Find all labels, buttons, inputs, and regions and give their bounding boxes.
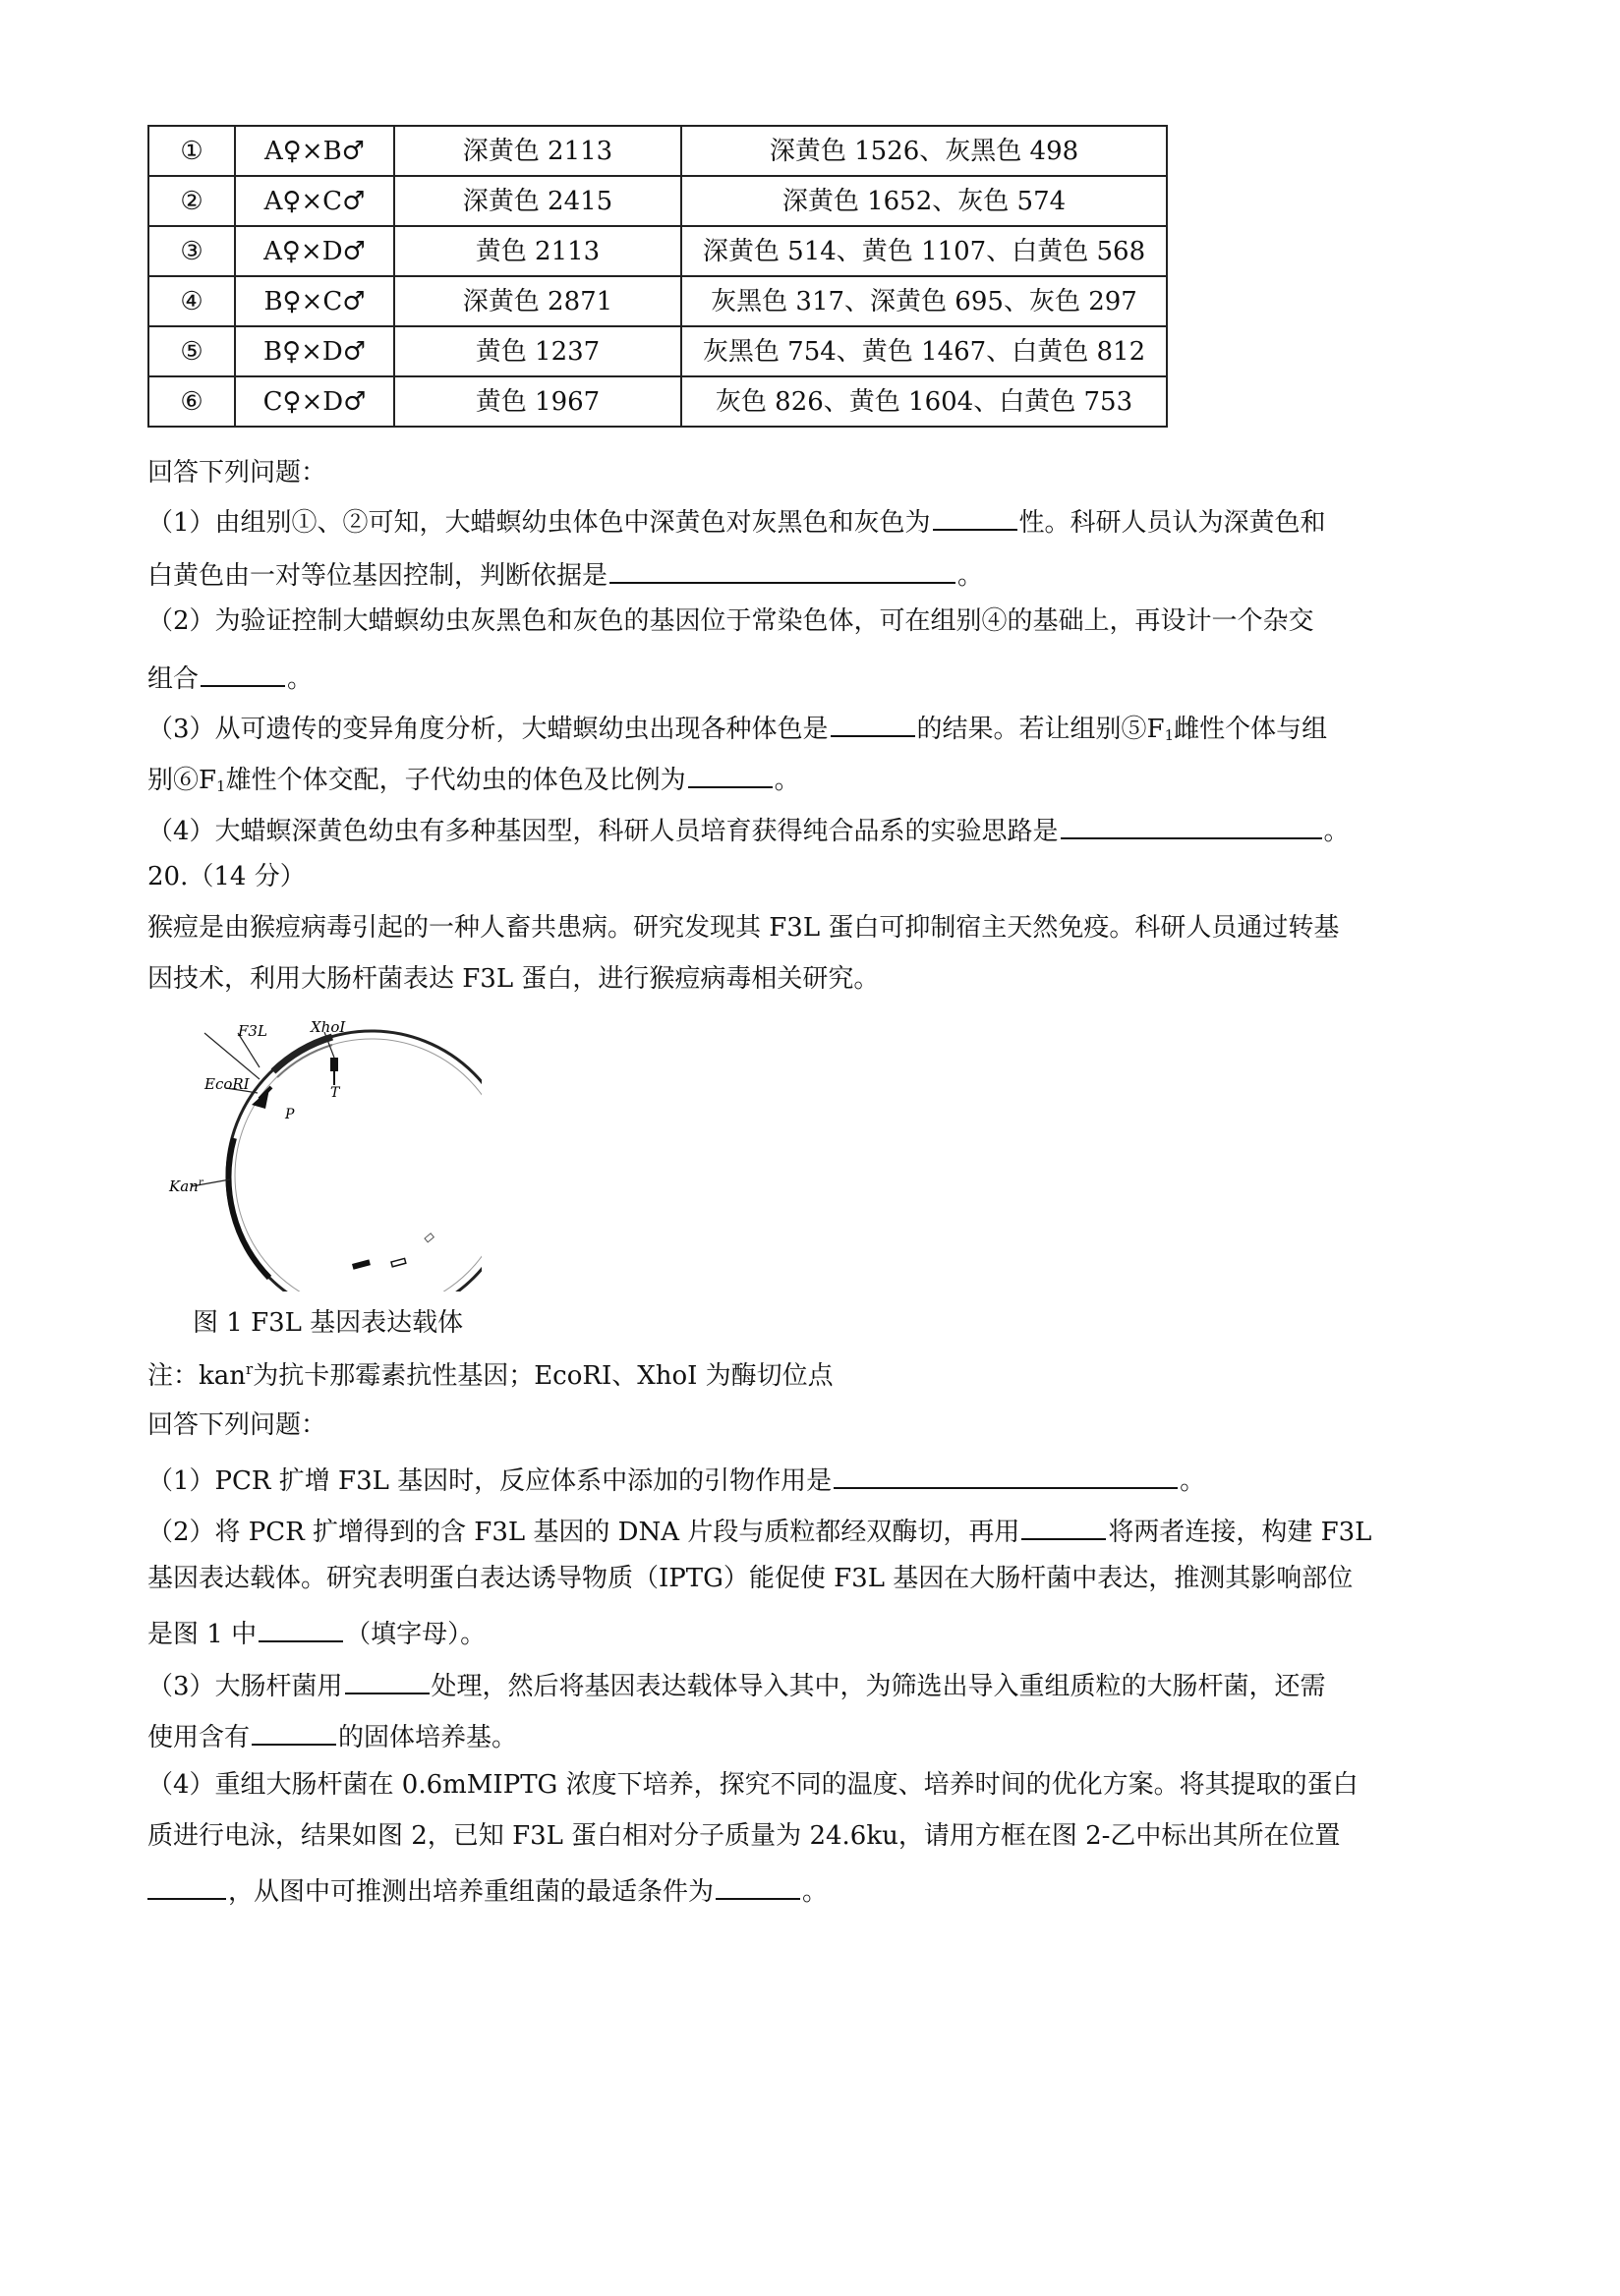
- label-terminator: T: [330, 1085, 340, 1101]
- f1-cell: 黄色 1237: [394, 326, 681, 376]
- f2-cell: 灰黑色 317、深黄色 695、灰色 297: [681, 276, 1167, 326]
- label-kan: Kan$^r$: [169, 1177, 203, 1195]
- group-id-cell: ③: [148, 226, 235, 276]
- answer-blank[interactable]: [345, 1669, 430, 1694]
- answer-blank[interactable]: [834, 1464, 1178, 1489]
- answer-blank[interactable]: [716, 1874, 800, 1900]
- label-ecori: EcoRI: [204, 1075, 250, 1093]
- f2-cell: 深黄色 1652、灰色 574: [681, 176, 1167, 226]
- group-id-cell: ⑥: [148, 376, 235, 427]
- table-row: [148, 176, 1167, 226]
- answer-blank[interactable]: [933, 505, 1017, 531]
- answer-blank[interactable]: [1061, 814, 1322, 839]
- answer-blank[interactable]: [259, 1617, 343, 1642]
- f2-cell: 灰色 826、黄色 1604、白黄色 753: [681, 376, 1167, 427]
- q20-part2-line2: 基因表达载体。研究表明蛋白表达诱导物质（IPTG）能促使 F3L 基因在大肠杆菌中表达，推测其影响部位: [147, 1564, 1354, 1593]
- answer-blank[interactable]: [252, 1720, 336, 1746]
- table-row: [148, 126, 1167, 176]
- f2-cell: 深黄色 514、黄色 1107、白黄色 568: [681, 226, 1167, 276]
- plasmid-vector-figure: [157, 1014, 482, 1292]
- q20-part2-line1: （2）将 PCR 扩增得到的含 F3L 基因的 DNA 片段与质粒都经双酶切，再用 将两者连接，构建 F3L: [147, 1515, 1371, 1545]
- group-id-cell: ①: [148, 126, 235, 176]
- q20-part3-line1: （3）大肠杆菌用 处理，然后将基因表达载体导入其中，为筛选出导入重组质粒的大肠杆菌，还需: [147, 1669, 1326, 1699]
- answer-blank[interactable]: [147, 1874, 226, 1900]
- cross-cell: B♀×C♂: [235, 276, 394, 326]
- q20-stem-line2: 因技术，利用大肠杆菌表达 F3L 蛋白，进行猴痘病毒相关研究。: [147, 964, 880, 994]
- q20-part4-line1: （4）重组大肠杆菌在 0.6mMIPTG 浓度下培养，探究不同的温度、培养时间的优化方案。将其提取的蛋白: [147, 1770, 1359, 1800]
- q20-part2-line3: 是图 1 中 （填字母）。: [147, 1617, 486, 1647]
- figure-1-caption: 图 1 F3L 基因表达载体: [193, 1308, 464, 1338]
- answer-blank[interactable]: [1021, 1515, 1106, 1540]
- f1-cell: 深黄色 2871: [394, 276, 681, 326]
- group-id-cell: ④: [148, 276, 235, 326]
- answer-blank[interactable]: [609, 558, 955, 584]
- figure-note: 注：kan$^r$为抗卡那霉素抗性基因；EcoRI、XhoI 为酶切位点: [147, 1360, 834, 1391]
- cross-cell: A♀×D♂: [235, 226, 394, 276]
- table-row: [148, 326, 1167, 376]
- q20-stem-line1: 猴痘是由猴痘病毒引起的一种人畜共患病。研究发现其 F3L 蛋白可抑制宿主天然免疫。科研人员通过转基: [147, 913, 1340, 943]
- q20-intro: 回答下列问题：: [147, 1410, 327, 1440]
- cross-results-table: [147, 125, 1168, 428]
- q19-part4: （4）大蜡螟深黄色幼虫有多种基因型，科研人员培育获得纯合品系的实验思路是 。: [147, 814, 1350, 844]
- q20-part4-line3: ，从图中可推测出培养重组菌的最适条件为 。: [147, 1874, 828, 1905]
- f1-cell: 深黄色 2415: [394, 176, 681, 226]
- q19-intro: 回答下列问题：: [147, 458, 327, 488]
- cross-cell: A♀×C♂: [235, 176, 394, 226]
- f2-cell: 深黄色 1526、灰黑色 498: [681, 126, 1167, 176]
- q19-part2-line1: （2）为验证控制大蜡螟幼虫灰黑色和灰色的基因位于常染色体，可在组别④的基础上，再设计一个杂交: [147, 606, 1314, 636]
- q20-part1: （1）PCR 扩增 F3L 基因时，反应体系中添加的引物作用是 。: [147, 1464, 1205, 1494]
- q20-heading: 20.（14 分）: [147, 862, 306, 891]
- f1-cell: 黄色 2113: [394, 226, 681, 276]
- q19-part2-line2: 组合 。: [147, 661, 313, 692]
- f2-cell: 灰黑色 754、黄色 1467、白黄色 812: [681, 326, 1167, 376]
- label-f3l: F3L: [238, 1022, 267, 1040]
- q19-part1-line1: （1）由组别①、②可知，大蜡螟幼虫体色中深黄色对灰黑色和灰色为 性。科研人员认为深黄色和: [147, 505, 1326, 536]
- cross-cell: C♀×D♂: [235, 376, 394, 427]
- table-row: [148, 276, 1167, 326]
- table-row: [148, 376, 1167, 427]
- q20-part4-line2: 质进行电泳，结果如图 2，已知 F3L 蛋白相对分子质量为 24.6ku，请用方框在图 2-乙中标出其所在位置: [147, 1821, 1341, 1851]
- answer-blank[interactable]: [688, 763, 773, 788]
- f1-cell: 深黄色 2113: [394, 126, 681, 176]
- label-xhoi: XhoI: [311, 1018, 346, 1036]
- q19-part3-line1: （3）从可遗传的变异角度分析，大蜡螟幼虫出现各种体色是 的结果。若让组别$⑤F_1$雌性个体与组: [147, 712, 1327, 743]
- q19-part3-line2: 别$⑥F_1$雄性个体交配，子代幼虫的体色及比例为 。: [147, 763, 800, 794]
- cross-cell: B♀×D♂: [235, 326, 394, 376]
- q20-part3-line2: 使用含有 的固体培养基。: [147, 1720, 517, 1751]
- answer-blank[interactable]: [831, 712, 915, 737]
- group-id-cell: ⑤: [148, 326, 235, 376]
- answer-blank[interactable]: [201, 661, 285, 687]
- cross-cell: A♀×B♂: [235, 126, 394, 176]
- f1-cell: 黄色 1967: [394, 376, 681, 427]
- table-row: [148, 226, 1167, 276]
- group-id-cell: ②: [148, 176, 235, 226]
- label-promoter: P: [285, 1107, 295, 1122]
- q19-part1-line2: 白黄色由一对等位基因控制，判断依据是 。: [147, 558, 983, 589]
